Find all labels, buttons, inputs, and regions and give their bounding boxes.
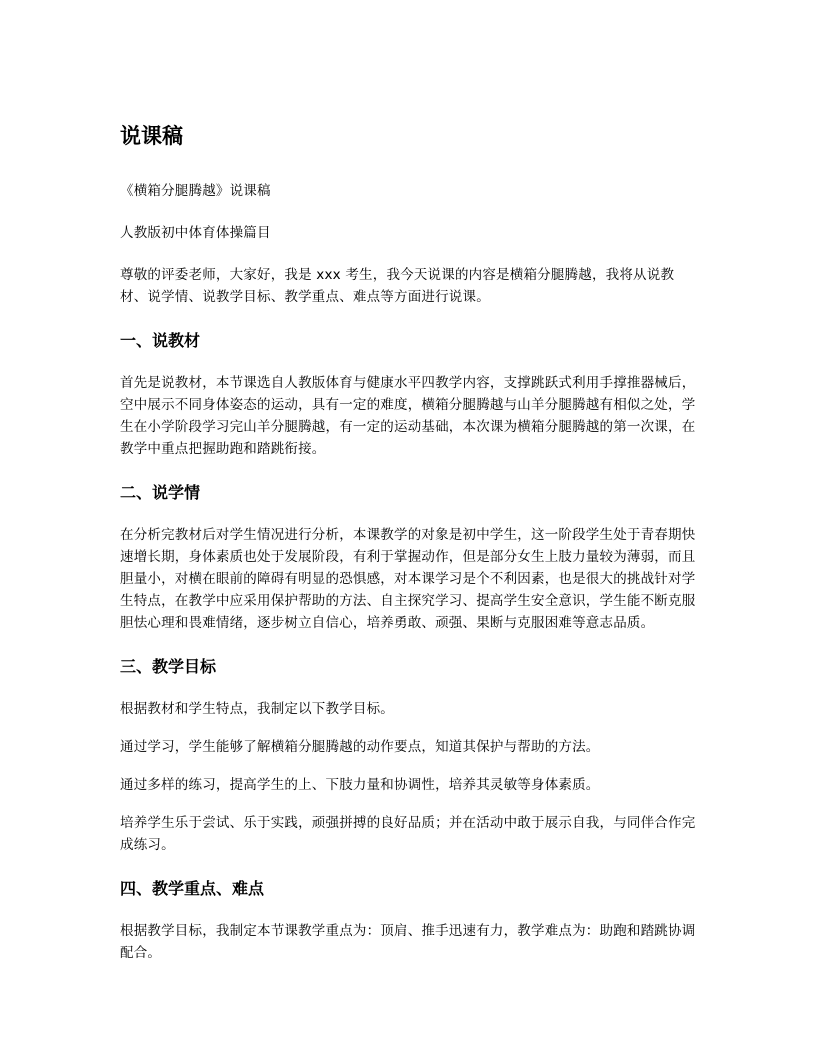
- objectives-paragraph-intro: 根据教材和学生特点，我制定以下教学目标。: [120, 701, 394, 717]
- section-heading-key-points: 四、教学重点、难点: [120, 879, 265, 898]
- section-heading-textbook: 一、说教材: [120, 331, 201, 350]
- objectives-paragraph-skills: 通过多样的练习，提高学生的上、下肢力量和协调性，培养其灵敏等身体素质。: [120, 777, 600, 793]
- intro-paragraph: 尊敬的评委老师，大家好，我是 xxx 考生，我今天说课的内容是横箱分腿腾越，我将从说教材、说学情、说教学目标、教学重点、难点等方面进行说课。: [120, 267, 675, 305]
- students-paragraph: 在分析完教材后对学生情况进行分析，本课教学的对象是初中学生，这一阶段学生处于青春期快速增长期，身体素质也处于发展阶段，有利于掌握动作，但是部分女生上肢力量较为薄弱，而且胆量小，对横在眼前的障碍有明显的恐惧感，对本课学习是个不利因素，也是很大的挑战针对学生特点，在教学中应采用保护帮助的方法、自主探究学习、提高学生安全意识，学生能不断克服胆怯心理和畏难情绪，逐步树立自信心，培养勇敢、顽强、果断与克服困难等意志品质。: [120, 527, 696, 631]
- key-points-paragraph: 根据教学目标，我制定本节课教学重点为：顶肩、推手迅速有力，教学难点为：助跑和踏跳协调配合。: [120, 923, 696, 961]
- objectives-paragraph-knowledge: 通过学习，学生能够了解横箱分腿腾越的动作要点，知道其保护与帮助的方法。: [120, 739, 600, 755]
- lesson-source: 人教版初中体育体操篇目: [120, 225, 271, 241]
- document-body: [120, 122, 700, 980]
- section-heading-students: 二、说学情: [120, 483, 201, 502]
- document-title: 说课稿: [120, 124, 183, 148]
- textbook-paragraph: 首先是说教材，本节课选自人教版体育与健康水平四教学内容，支撑跳跃式利用手撑推器械后，空中展示不同身体姿态的运动，具有一定的难度，横箱分腿腾越与山羊分腿腾越有相似之处，学生在小学阶段学习完山羊分腿腾越，有一定的运动基础，本次课为横箱分腿腾越的第一次课，在教学中重点把握助跑和踏跳衔接。: [120, 375, 696, 457]
- lesson-subtitle: 《横箱分腿腾越》说课稿: [120, 183, 271, 199]
- section-heading-objectives: 三、教学目标: [120, 657, 217, 676]
- objectives-paragraph-attitude: 培养学生乐于尝试、乐于实践，顽强拼搏的良好品质；并在活动中敢于展示自我，与同伴合作完成练习。: [120, 815, 696, 853]
